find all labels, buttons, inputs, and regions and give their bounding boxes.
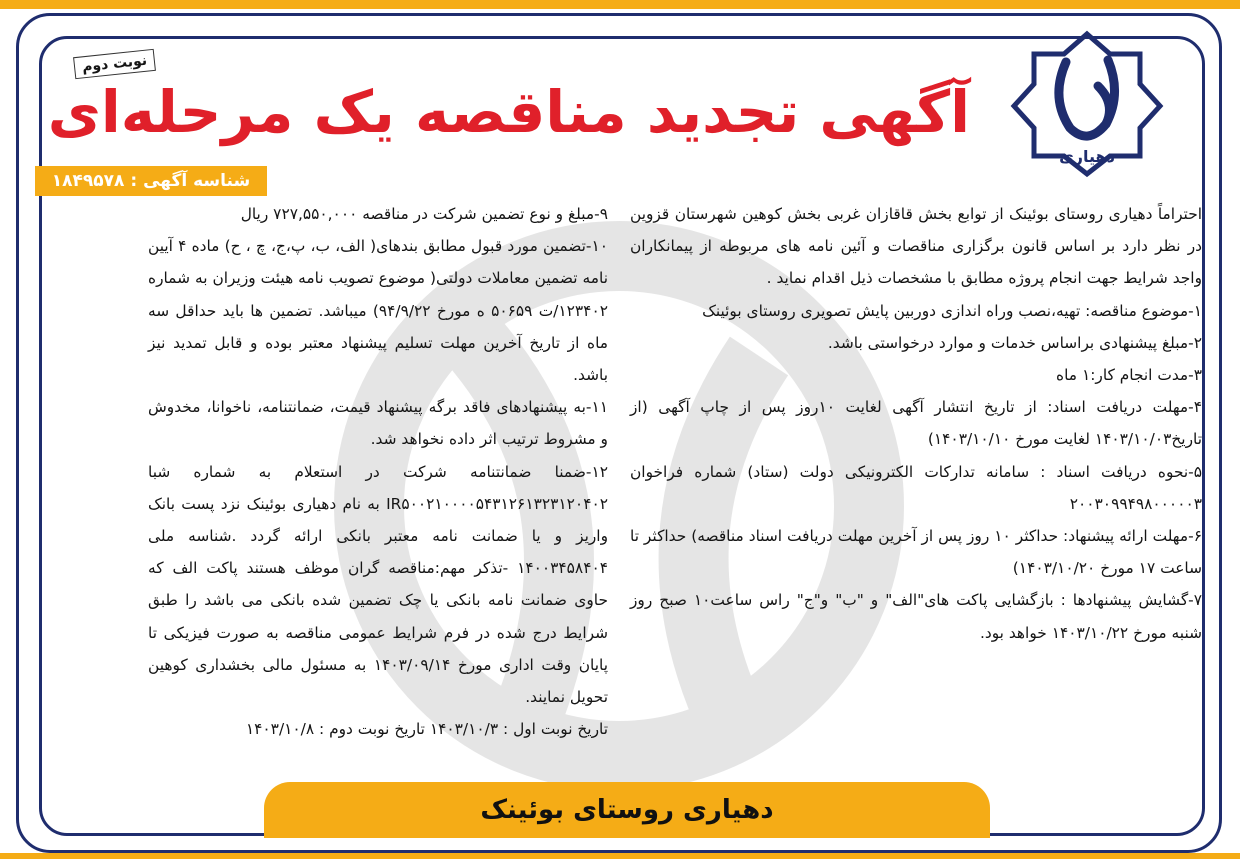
item-12: ۱۲-ضمنا ضمانتنامه شرکت در استعلام به شماره شبا IR۵۰۰۲۱۰۰۰۰۵۴۳۱۲۶۱۳۲۳۱۲۰۴۰۲ به نام دهیاری بوئینک نزد پست بانک واریز و یا ضمانت نامه معتبر بانکی ارائه گردد .شناسه ملی ۱۴۰۰۳۴۵۸۴۰۴ -تذکر مهم:مناقصه گران موظف هستند پاکت الف که حاوی ضمانت نامه بانکی یا چک تضمین شده بانکی می باشد را طبق شرایط درج شده در فرم شرایط عمومی مناقصه به صورت فیزیکی تا پایان وقت اداری مورخ ۱۴۰۳/۰۹/۱۴ به مسئول مالی بخشداری کوهین تحویل نمایند. xyxy=(148,462,609,707)
item-7: ۷-گشایش پیشنهادها : بازگشایی پاکت های"الف" و "ب" و"ج" راس ساعت۱۰ صبح روز شنبه مورخ ۱۴۰۳/۱۰/۲۲ خواهد بود. xyxy=(630,591,1203,642)
logo-caption: دهیاری xyxy=(1059,147,1115,166)
second-notice-badge: نوبت دوم xyxy=(73,49,156,79)
item-3: ۳-مدت انجام کار:۱ ماه xyxy=(1056,366,1202,385)
item-6: ۶-مهلت ارائه پیشنهاد: حداکثر ۱۰ روز پس از آخرین مهلت دریافت اسناد مناقصه) حداکثر تا ساعت ۱۷ مورخ ۱۴۰۳/۱۰/۲۰) xyxy=(630,527,1202,578)
item-4: ۴-مهلت دریافت اسناد: از تاریخ انتشار آگهی لغایت ۱۰روز پس از چاپ آگهی (از تاریخ۱۴۰۳/۱۰/۰۳ لغایت مورخ ۱۴۰۳/۱۰/۱۰) xyxy=(630,398,1202,449)
item-5: ۵-نحوه دریافت اسناد : سامانه تدارکات الکترونیکی دولت (ستاد) شماره فراخوان ۲۰۰۳۰۹۹۴۹۸۰۰۰۰۰۳ xyxy=(630,462,1202,513)
item-9: ۹-مبلغ و نوع تضمین شرکت در مناقصه ۷۲۷,۵۵۰,۰۰۰ ریال xyxy=(240,205,608,223)
ad-id-label: شناسه آگهی : ۱۸۴۹۵۷۸ xyxy=(35,166,267,196)
top-accent-bar xyxy=(0,0,1240,9)
notice-dates: تاریخ نوبت اول : ۱۴۰۳/۱۰/۳ تاریخ نوبت دوم : ۱۴۰۳/۱۰/۸ xyxy=(245,720,608,739)
bottom-accent-bar xyxy=(0,853,1240,859)
left-column xyxy=(148,198,608,745)
dehyari-logo-icon xyxy=(1010,28,1165,178)
right-column xyxy=(630,198,1202,649)
item-1: ۱-موضوع مناقصه: تهیه،نصب وراه اندازی دوربین پایش تصویری روستای بوئینک xyxy=(702,301,1202,320)
item-11: ۱۱-به پیشنهادهای فاقد برگه پیشنهاد قیمت، ضمانتنامه، ناخوانا، مخدوش و مشروط ترتیب اثر داده نخواهد شد. xyxy=(148,398,608,449)
footer-banner: دهیاری روستای بوئینک xyxy=(264,782,990,838)
item-10: ۱۰-تضمین مورد قبول مطابق بندهای( الف، ب، پ،ج، چ ، ح) ماده ۴ آیین نامه تضمین معاملات دولتی( موضوع تصویب نامه هیئت وزیران به شماره ۱۲۳۴۰۲/ت ۵۰۶۵۹ ه مورخ ۹۴/۹/۲۲) میباشد. تضمین ها باید حداقل سه ماه از تاریخ آخرین مهلت تسلیم پیشنهاد معتبر بوده و قابل تمدید نیز باشد. xyxy=(148,237,609,385)
page-title: آگهی تجدید مناقصه یک مرحله‌ای xyxy=(47,78,970,146)
item-2: ۲-مبلغ پیشنهادی براساس خدمات و موارد درخواستی باشد. xyxy=(827,333,1202,352)
intro-paragraph: احتراماً دهیاری روستای بوئینک از توابع بخش قاقازان غربی بخش کوهین شهرستان قزوین در نظر دارد بر اساس قانون برگزاری مناقصات و آئین نامه های مربوطه از پیمانکاران واجد شرایط جهت انجام پروژه مطابق با مشخصات ذیل اقدام نماید . xyxy=(630,205,1202,288)
